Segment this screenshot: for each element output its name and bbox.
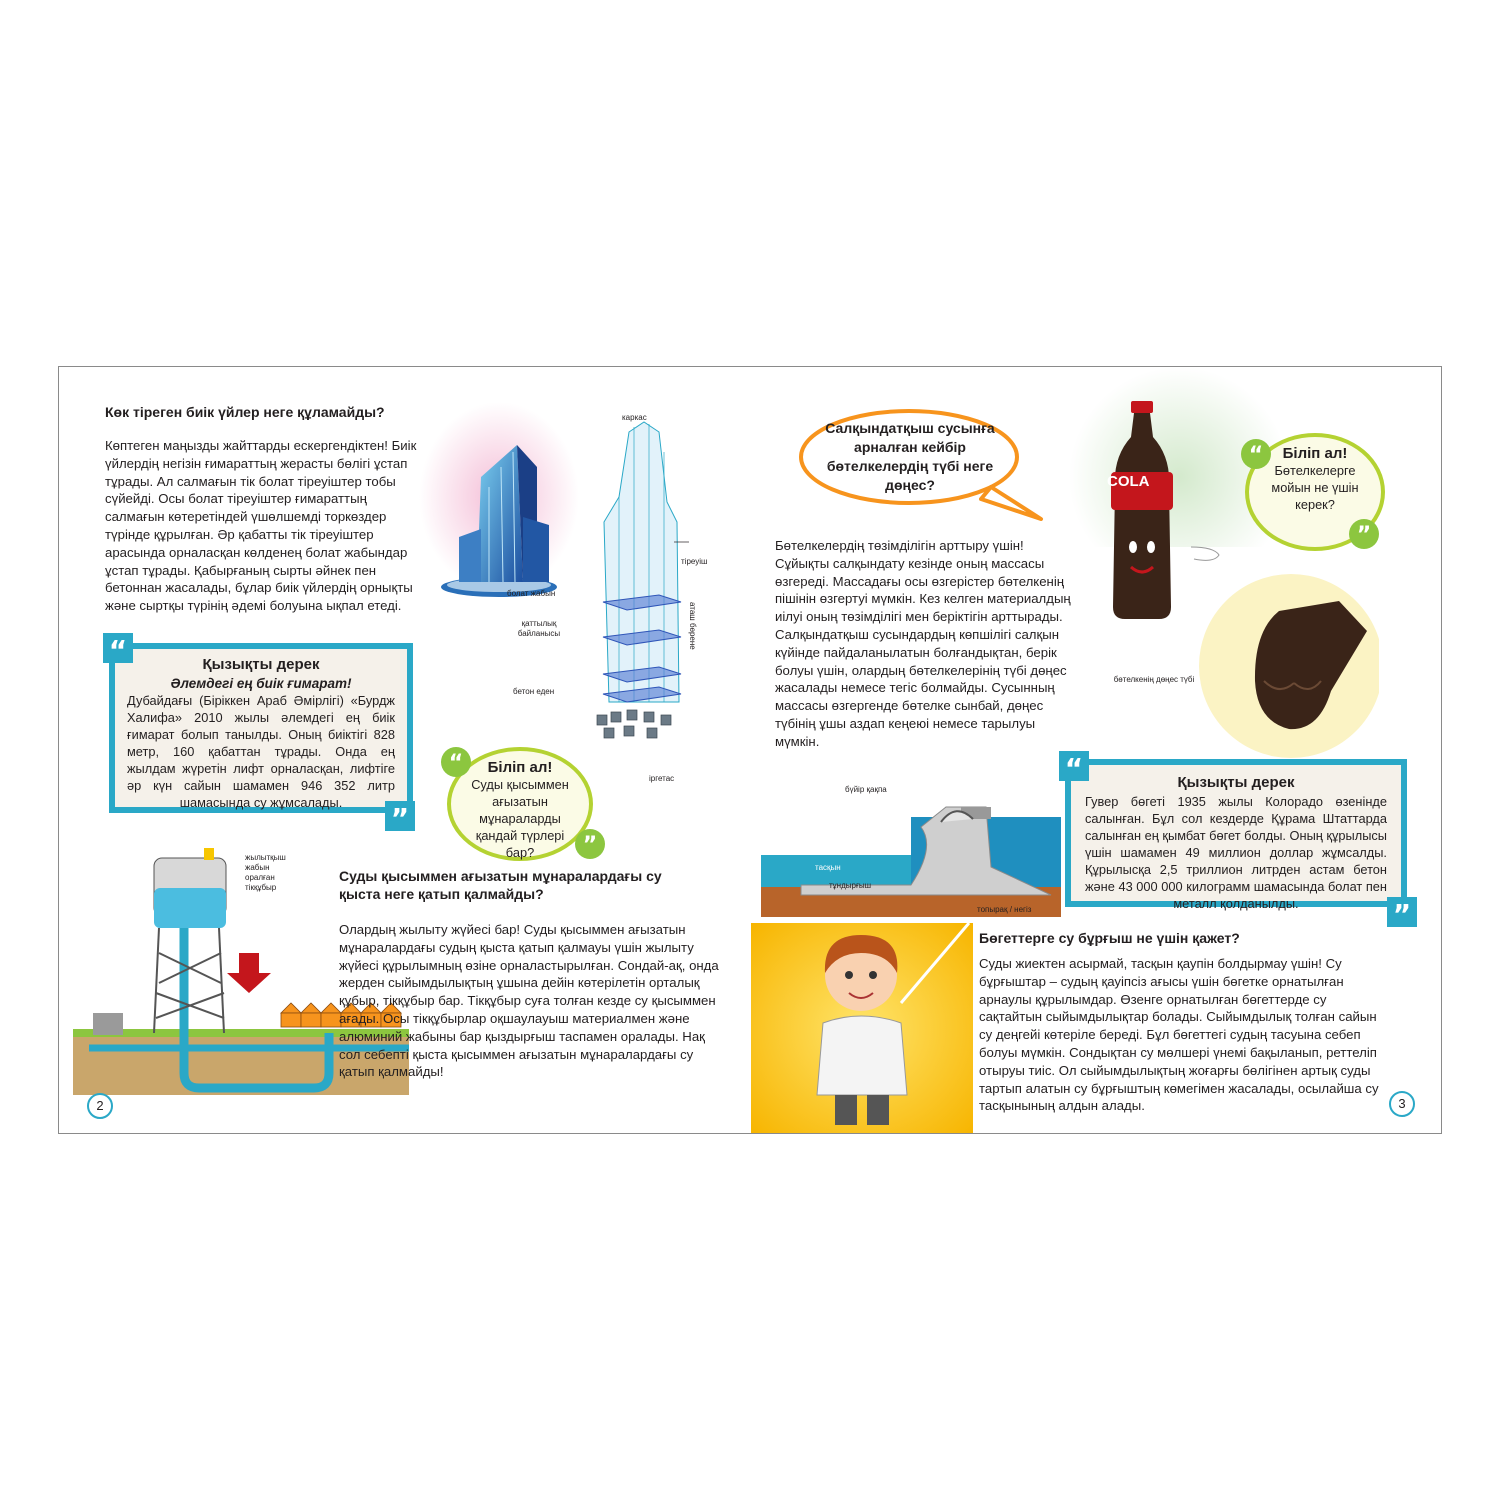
towers-heading: Суды қысыммен ағызатын мұнаралардағы су қыста неге қатып қалмайды? [339, 868, 662, 902]
skyscraper-text: Көптеген маңызды жайттарды ескергендіктен! Биік үйлердің негізін ғимараттың жерасты бөлігі ұстап тұрады. Ал салмағын тік болат тіреуіштер тобы сүйейді. Осы болат тіреуіштер ғимараттың салмағын көтеретіндей үшөлшемді торкөздер түрінде құрылған. Әр қабатты тік тіреуіштер арасында орналасқан көлденең болат жабындар ұстап тұрады. Қабырғаның сырты әйнек пен бетоннан жасалады, бұлар биік үйлердің орнықты және сыртқы түрінің әдемі болуына ықпал етеді. [105, 438, 417, 614]
label-insulated-pipe: жылытқыш жабын оралған тікқұбыр [245, 853, 286, 892]
quote-open-icon: “ [103, 633, 133, 663]
label-drain: тұндырғыш [829, 881, 872, 890]
bottle-brand: COLA [1107, 473, 1150, 490]
label-frame: каркас [622, 413, 647, 422]
label-side-gate: бүйір қақпа [845, 785, 887, 794]
green-quote-close-icon-right: ” [1349, 519, 1379, 549]
dam-heading: Бөгеттерге су бұрғыш не үшін қажет? [979, 930, 1240, 946]
label-soil: топырақ / негіз [977, 905, 1032, 914]
page-number-right: 3 [1389, 1091, 1415, 1117]
skyscraper-illustration [419, 397, 579, 607]
fact-box-subtitle: Әлемдегі ең биік ғимарат! [170, 676, 352, 691]
skyscraper-structure-diagram [589, 412, 719, 742]
green-quote-open-icon-right: “ [1241, 439, 1271, 469]
green-quote-close-icon: ” [575, 829, 605, 859]
bottles-text: Бөтелкелердің төзімділігін арттыру үшін! Сұйықты салқындату кезінде оның массасы өзгереді. Массадағы осы өзгерістер бөтелкенің пішінін өзгертуі мүмкін. Кез келген материалдың иілуі оның төзімділігі мен беріктігін арттырады. Салқындатқыш сусындардың көпшілігі салқын күйінде пайдаланылатын болғандықтан, берік болуы үшін, олардың бөтелкелерінің түбі дөңес жасалады немесе тегіс болмайды. Сусынның массасы өзгергенде бөтелке сынбай, дөңес түбінің ұшы аздап кеңеюі немесе тарылуы мүмкін. [775, 538, 1071, 749]
label-steel-floor: болат жабын [507, 589, 556, 598]
label-concrete-floor: бетон еден [513, 687, 555, 696]
fact-box-hoover-dam [1065, 759, 1407, 911]
quote-close-icon: ” [385, 801, 415, 831]
page-number-left: 2 [87, 1093, 113, 1119]
know-bubble-title-right: Біліп ал! [1282, 445, 1348, 462]
label-bracing: қаттылық байланысы [517, 619, 561, 638]
know-bubble-text-right: Бөтелкелерге мойын не үшін керек? [1271, 463, 1359, 512]
green-quote-open-icon: “ [441, 747, 471, 777]
towers-text: Олардың жылыту жүйесі бар! Суды қысыммен ағызатын мұнаралардағы судың қыста қатып қалмауы үшін жылыту жүйесі құрылымның өзіне орналастырылған. Сондай-ақ, онда жерден сыйымдылықтың ұшына дейін көтерілетін орталық құбыр, тікқұбыр бар. Тікқұбыр суға толған кезде су қысыммен ағады. Осы тікқұбырлар оқшаулауыш материалмен және алюминий жабыны бар қыздырғыш таспамен оралады. Нақ сол себепті қыста қысыммен ағызатын мұнаралардағы су қатып қалмайды! [339, 922, 719, 1080]
label-log: аташ бөрене [688, 602, 697, 650]
speech-bubble-question: Салқындатқыш сусынға арналған кейбір бөтелкелердің түбі неге дөңес? [825, 420, 995, 493]
teacher-illustration [751, 923, 973, 1134]
dam-text: Суды жиектен асырмай, тасқын қаупін болдырмау үшін! Су бұрғыштар – судың қауіпсіз ағысы үшін бөгетке орнатылған арнаулы құрылымдар. Өзенге орнатылған бөгеттерде су сақтайтын сыйымдылықтар болады. Сыйымдылық толған сайын су деңгейі көтеріле береді. Бұл бөгеттегі судың тасуына себеп болуы мүмкін. Сондықтан су мөлшері үнемі бақыланып, реттеліп отыруы тиіс. Ол сыйымдылықтың жоғарғы бөлігінен артық суды тартып алатын су бұрғыштың көмегімен жасалады, осылайша су тасқынының алдын алады. [979, 956, 1379, 1114]
bottle-bottom-illustration [1199, 571, 1379, 761]
quote-open-icon-right: “ [1059, 751, 1089, 781]
fact-box-title-right: Қызықты дерек [1177, 774, 1295, 791]
quote-close-icon-right: ” [1387, 897, 1417, 927]
label-pillar: тіреуіш [681, 557, 708, 566]
label-bottle-bottom: бөтелкенің дөңес түбі [1113, 675, 1195, 684]
label-flood: тасқын [815, 863, 841, 872]
label-foundation: іргетас [649, 774, 675, 783]
fact-box-tallest-building [109, 643, 413, 813]
book-spread [58, 366, 1442, 1134]
skyscraper-heading: Көк тіреген биік үйлер неге құламайды? [105, 404, 385, 420]
fact-box-title: Қызықты дерек [202, 656, 320, 673]
fact-box-text: Дубайдағы (Біріккен Араб Әмірлігі) «Бурдж Халифа» 2010 жылы әлемдегі ең биік ғимарат болып танылды. Оның биіктігі 828 метр, 160 қабаттан тұрады. Онда ең жылдам жүретін лифт орналасқан, лифтіге әр күн сайын шамамен 946 352 литр шамасында су жұмсалады. [127, 693, 395, 810]
fact-box-text-right: Гувер бөгеті 1935 жылы Колорадо өзенінде салынған. Бұл сол кездерде Құрама Штаттарда салынған ең қымбат бөгет болды. Оның құрылысы үшін шамамен 49 миллион доллар жұмсалды. Құрылысқа 2,5 триллион литрден астам бетон және 43 000 000 килограмм шамасында болат пен металл қолданылды. [1085, 794, 1387, 911]
know-bubble-text: Суды қысыммен ағызатын мұнараларды қандай түрлері бар? [471, 777, 569, 860]
know-bubble-title: Біліп ал! [487, 759, 553, 776]
